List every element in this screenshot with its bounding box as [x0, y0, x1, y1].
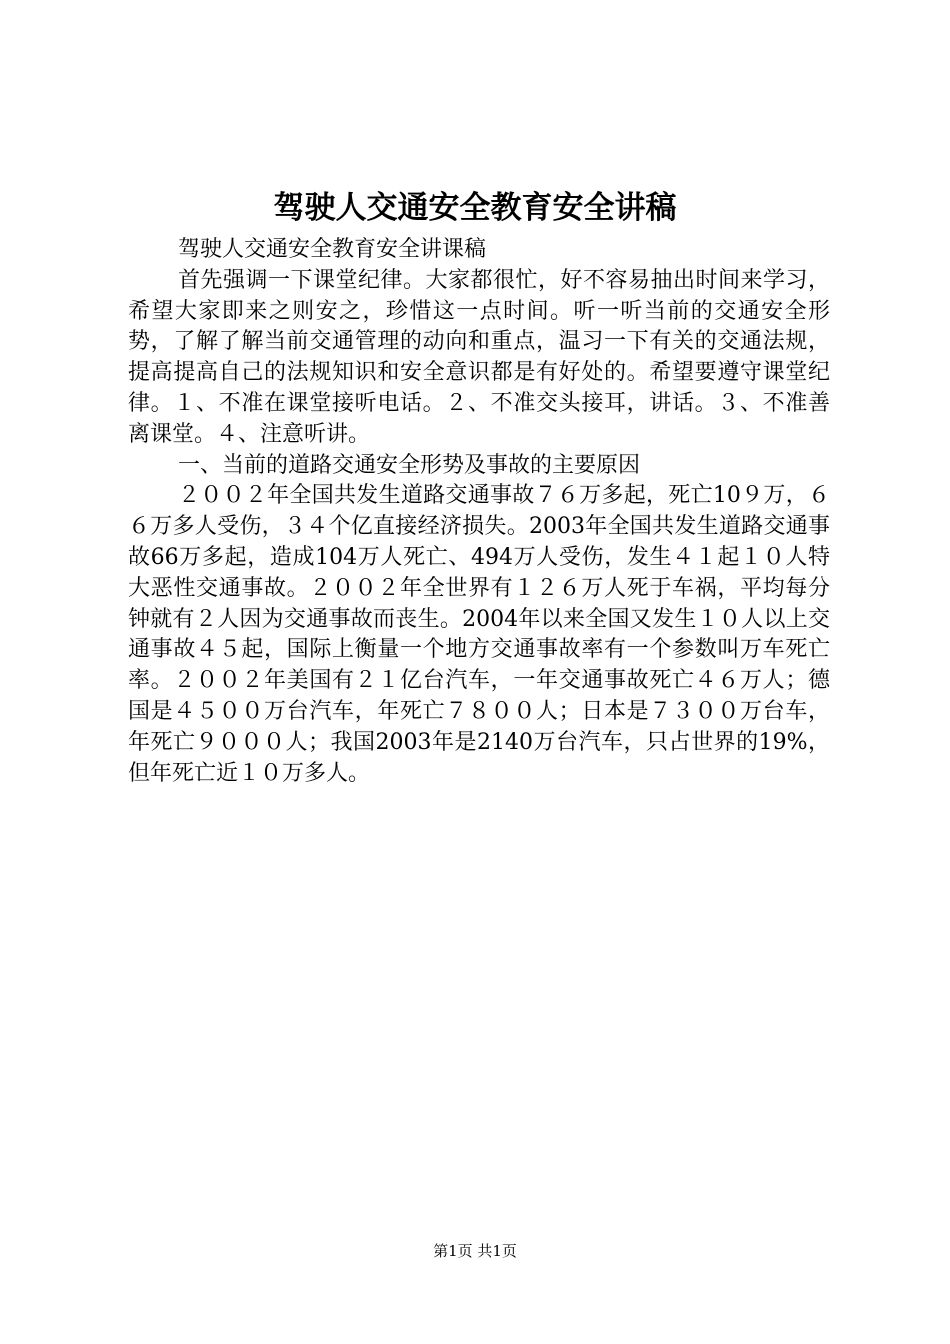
page-footer: 第1页 共1页: [433, 1242, 517, 1260]
statistics-paragraph: ２００２年全国共发生道路交通事故７６万多起，死亡10９万，６６万多人受伤，３４个亿直接经济损失。2003年全国共发生道路交通事故66万多起，造成104万人死亡、494万人受伤，发生４１起１０人特大恶性交通事故。２００２年全世界有１２６万人死于车祸，平均每分钟就有２人因为交通事故而丧生。2004年以来全国又发生１０人以上交通事故４５起，国际上衡量一个地方交通事故率有一个参数叫万车死亡率。２００２年美国有２１亿台汽车，一年交通事故死亡４６万人；德国是４５００万台汽车，年死亡７８００人；日本是７３００万台车，年死亡９０００人；我国2003年是2140万台汽车，只占世界的19%，但年死亡近１０万多人。: [128, 483, 830, 786]
subtitle-paragraph: 驾驶人交通安全教育安全讲课稿: [178, 237, 487, 262]
document-body: [128, 235, 830, 789]
section-heading: 一、当前的道路交通安全形势及事故的主要原因: [178, 452, 641, 478]
discipline-paragraph: 首先强调一下课堂纪律。大家都很忙，好不容易抽出时间来学习，希望大家即来之则安之，珍惜这一点时间。听一听当前的交通安全形势，了解了解当前交通管理的动向和重点，温习一下有关的交通法规，提高提高自己的法规知识和安全意识都是有好处的。希望要遵守课堂纪律。１、不准在课堂接听电话。２、不准交头接耳，讲话。３、不准善离课堂。４、注意听讲。: [128, 267, 830, 447]
document-title: 驾驶人交通安全教育安全讲稿: [273, 190, 677, 226]
